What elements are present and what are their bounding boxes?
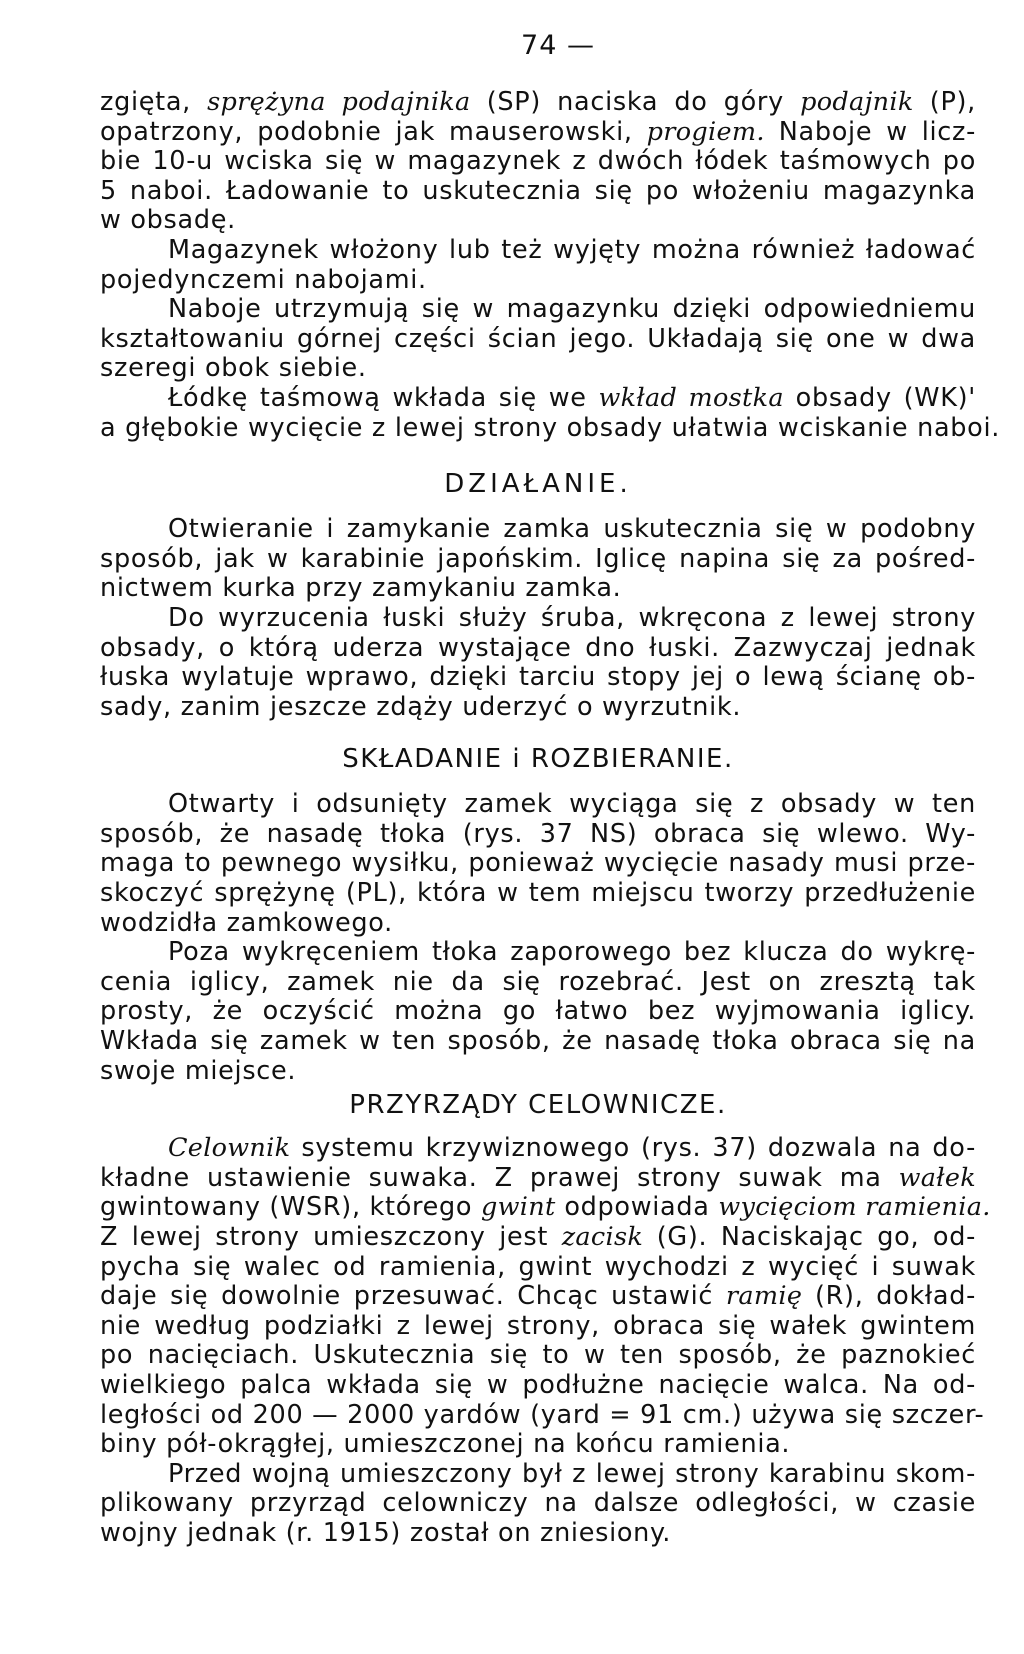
text-line — [100, 1192, 991, 1223]
italic-term: progiem. — [646, 116, 765, 147]
text-segment: biny pół-okrągłej, umieszczonej na końcu ramienia. — [100, 1429, 791, 1460]
italic-term: wkład mostka — [598, 382, 784, 413]
text-segment: a głębokie wycięcie z lewej strony obsady ułatwia wciskanie naboi. — [100, 412, 1001, 443]
text-segment: bie 10-u wciska się w magazynek z dwóch łódek taśmowych po — [100, 146, 976, 177]
text-segment: opatrzony, podobnie jak mauserowski, — [100, 116, 647, 147]
text-line — [100, 909, 976, 939]
text-line — [100, 88, 976, 118]
text-line — [100, 515, 976, 545]
text-line — [100, 849, 976, 879]
text-segment: po nacięciach. Uskutecznia się to w ten sposób, że paznokieć — [100, 1340, 976, 1371]
italic-term: wycięciom ramienia. — [718, 1192, 991, 1223]
text-segment: szeregi obok siebie. — [100, 353, 367, 384]
text-line — [100, 1460, 976, 1490]
italic-term: ramię — [725, 1281, 803, 1312]
text-segment: Łódkę taśmową wkłada się we — [168, 382, 599, 413]
page-number: 74 — — [521, 30, 595, 61]
text-segment: skoczyć sprężynę (PL), która w tem miejscu tworzy przedłużenie — [100, 878, 976, 909]
text-segment: w obsadę. — [100, 205, 236, 236]
text-segment: Z lewej strony umieszczony jest — [100, 1222, 562, 1252]
text-segment: daje się dowolnie przesuwać. Chcąc ustawić — [100, 1281, 726, 1312]
italic-term: wałek — [898, 1162, 976, 1193]
italic-term: sprężyna podajnika — [207, 87, 471, 117]
text-line — [100, 384, 976, 414]
text-line — [100, 1282, 976, 1312]
text-line — [100, 574, 976, 604]
text-line — [100, 1489, 976, 1519]
text-segment: kształtowaniu górnej części ścian jego. Układają się one w dwa — [100, 323, 976, 354]
text-segment: ległości od 200 — 2000 yardów (yard = 91 cm.) używa się szczer- — [100, 1399, 985, 1430]
text-segment: nie według podziałki z lewej strony, obraca się wałek gwintem — [100, 1310, 976, 1341]
text-line — [100, 879, 976, 909]
text-line — [100, 693, 976, 723]
italic-term: gwint — [481, 1192, 556, 1223]
text-line — [100, 1519, 976, 1549]
text-segment: zgięta, — [100, 87, 208, 117]
text-line — [100, 236, 976, 266]
text-segment: systemu krzywiznowego (rys. 37) dozwala na do- — [290, 1133, 976, 1164]
section-intro-text — [100, 87, 1001, 443]
text-line — [100, 1223, 976, 1253]
text-segment: wielkiego palca wkłada się w podłużne nacięcie walca. Na od- — [100, 1369, 976, 1400]
italic-term: zacisk — [561, 1222, 644, 1252]
section-dzialanie-text — [100, 515, 976, 722]
heading-dzialanie: DZIAŁANIE. — [444, 469, 632, 500]
text-segment: pojedynczemi nabojami. — [100, 264, 427, 295]
text-line — [100, 147, 976, 177]
text-segment: 5 naboi. Ładowanie to uskutecznia się po włożeniu magazynka — [100, 175, 976, 206]
text-segment: cenia iglicy, zamek nie da się rozebrać. Jest on zresztą tak — [100, 966, 976, 997]
text-segment: wojny jednak (r. 1915) został on zniesiony. — [100, 1517, 672, 1548]
text-line — [100, 206, 976, 236]
heading-przyrzady: PRZYRZĄDY CELOWNICZE. — [349, 1090, 727, 1121]
section-przyrzady-text — [100, 1133, 991, 1548]
text-line — [100, 938, 976, 968]
text-segment: odpowiada — [555, 1192, 719, 1223]
text-line — [100, 412, 1001, 444]
text-segment: sposób, jak w karabinie japońskim. Iglicę napina się za pośred- — [100, 543, 976, 574]
text-line — [100, 968, 976, 998]
text-line — [100, 1057, 976, 1087]
text-segment: plikowany przyrząd celowniczy na dalsze odległości, w czasie — [100, 1488, 976, 1519]
text-line — [100, 1312, 976, 1342]
text-line — [100, 266, 976, 296]
text-line — [100, 325, 976, 355]
text-segment: (P), — [913, 87, 976, 117]
text-line — [100, 1399, 985, 1431]
text-line — [100, 545, 976, 575]
text-segment: Wkłada się zamek w ten sposób, że nasadę tłoka obraca się na — [100, 1026, 976, 1057]
text-line — [100, 663, 976, 693]
text-segment: kładne ustawienie suwaka. Z prawej strony suwak ma — [100, 1162, 899, 1193]
text-line — [100, 1341, 976, 1371]
text-segment: obsady (WK)' — [783, 382, 976, 413]
text-line — [100, 1371, 976, 1401]
text-segment: (R), dokład- — [802, 1281, 976, 1312]
text-line — [100, 604, 976, 634]
text-segment: obsady, o którą uderza wystające dno łuski. Zazwyczaj jednak — [100, 632, 976, 663]
text-segment: (SP) naciska do góry — [470, 87, 801, 117]
text-segment: swoje miejsce. — [100, 1055, 297, 1086]
heading-skladanie: SKŁADANIE i ROZBIERANIE. — [342, 744, 734, 775]
text-line — [100, 1430, 976, 1460]
text-segment: pycha się walec od ramienia, gwint wychodzi z wycięć i suwak — [100, 1251, 976, 1282]
document-page — [100, 30, 1001, 1630]
italic-term: Celownik — [168, 1133, 291, 1164]
text-line — [100, 354, 976, 384]
text-line — [100, 1253, 976, 1283]
text-line — [100, 1164, 976, 1194]
text-segment: Poza wykręceniem tłoka zaporowego bez klucza do wykrę- — [168, 937, 976, 968]
section-skladanie-text — [100, 790, 976, 1086]
text-segment: prosty, że oczyścić można go łatwo bez wyjmowania iglicy. — [100, 996, 976, 1027]
text-segment: Przed wojną umieszczony był z lewej strony karabinu skom- — [168, 1458, 976, 1489]
text-segment: sposób, że nasadę tłoka (rys. 37 NS) obraca się wlewo. Wy- — [100, 818, 976, 849]
text-line — [100, 634, 976, 664]
text-segment: Do wyrzucenia łuski służy śruba, wkręcona z lewej strony — [168, 602, 976, 633]
text-segment: maga to pewnego wysiłku, ponieważ wycięcie nasady musi prze- — [100, 848, 976, 879]
text-segment: sady, zanim jeszcze zdąży uderzyć o wyrzutnik. — [100, 691, 742, 722]
text-segment: (G). Naciskając go, od- — [643, 1222, 976, 1252]
text-line — [100, 118, 976, 148]
text-segment: Naboje w licz- — [764, 116, 977, 147]
italic-term: podajnik — [800, 87, 914, 117]
text-segment: łuska wylatuje wprawo, dzięki tarciu stopy jej o lewą ścianę ob- — [100, 662, 976, 693]
text-line — [100, 820, 976, 850]
text-segment: Otwieranie i zamykanie zamka uskutecznia się w podobny — [168, 514, 976, 545]
text-segment: Naboje utrzymują się w magazynku dzięki odpowiedniemu — [168, 294, 976, 325]
text-line — [100, 997, 976, 1027]
text-line — [100, 1027, 976, 1057]
text-segment: nictwem kurka przy zamykaniu zamka. — [100, 573, 622, 604]
text-line — [100, 177, 976, 207]
text-line — [100, 295, 976, 325]
text-line — [100, 790, 976, 820]
text-segment: gwintowany (WSR), którego — [100, 1192, 482, 1223]
text-line — [100, 1134, 976, 1164]
text-segment: Otwarty i odsunięty zamek wyciąga się z obsady w ten — [168, 789, 976, 820]
text-segment: Magazynek włożony lub też wyjęty można również ładować — [168, 234, 976, 265]
text-segment: wodzidła zamkowego. — [100, 907, 393, 938]
